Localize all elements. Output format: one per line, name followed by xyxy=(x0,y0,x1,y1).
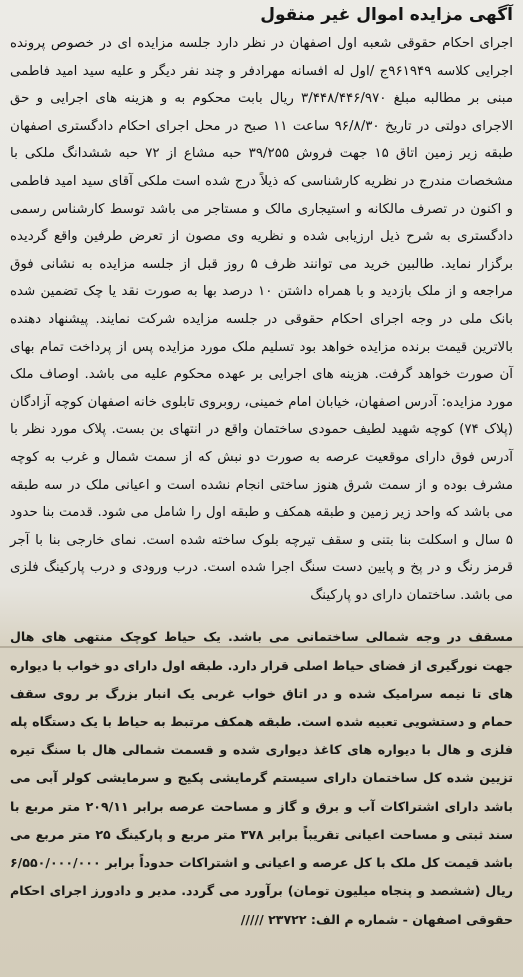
notice-body-lower: مسقف در وجه شمالی ساختمانی می باشد. یک حیاط کوچک منتهی های هال جهت نورگیری از فضای حیاط اصلی قرار دارد. طبقه اول دارای دو خواب با دیواره های تا نیمه سرامیک شده و در اتاق خواب غربی یک انبار بزرگ بر روی سقف حمام و دستشویی تعبیه شده است. طبقه همکف مرتبط به حیاط با یک دستگاه پله فلزی و هال با دیواره های کاغذ دیواری شده و قسمت شمالی هال با سنگ تیره تزیین شده کل ساختمان دارای سیستم گرمایشی پکیج و سرمایشی کولر آبی می باشد دارای اشتراکات آب و برق و گاز و مساحت عرصه برابر ۲۰۹/۱۱ متر مربع با سند ثبتی و مساحت اعیانی تقریباً برابر ۳۷۸ متر مربع و پارکینگ ۲۵ متر مربع می باشد قیمت کل ملک با کل عرصه و اعیانی و اشتراکات حدوداً برابر ۶/۵۵۰/۰۰۰/۰۰۰ ریال (ششصد و پنجاه میلیون تومان) برآورد می گردد. مدیر و دادورز اجرای احکام حقوقی اصفهان - شماره م الف: ۲۳۷۲۲ ///// xyxy=(10,629,513,927)
page-fold-divider xyxy=(0,646,523,648)
notice-title: آگهی مزایده اموال غیر منقول xyxy=(260,5,513,25)
notice-body-upper: اجرای احکام حقوقی شعبه اول اصفهان در نظر دارد جلسه مزایده ای در خصوص پرونده اجرایی کلاسه ۹۶۱۹۴۹ج /اول له افسانه مهرادفر و چند نفر دیگر و علیه سید امید فاطمی مبنی بر مطالبه مبلغ ۳/۴۴۸/۴۴۶/۹۷۰ ریال بابت محکوم به و هزینه های اجرایی و حق الاجرای دولتی در تاریخ ۹۶/۸/۳۰ ساعت ۱۱ صبح در محل اجرای احکام دادگستری اصفهان طبقه زیر زمین اتاق ۱۵ جهت فروش ۳۹/۲۵۵ حبه مشاع از ۷۲ حبه ششدانگ ملکی با مشخصات مندرج در نظریه کارشناسی که ذیلاً درج شده است ملکی آقای سید امید فاطمی و اکنون در تصرف مالکانه و استیجاری مالک و مستاجر می باشد توسط کارشناس رسمی دادگستری به شرح ذیل ارزیابی شده و نظریه وی مصون از تعرض طرفین واقع گردیده برگزار نماید. طالبین خرید می توانند ظرف ۵ روز قبل از جلسه مزایده به نشانی فوق مراجعه و از ملک بازدید و با همراه داشتن ۱۰ درصد بها به صورت نقد یا چک تضمین شده بانک ملی در وجه اجرای احکام حقوقی در جلسه مزایده شرکت نمایند. پیشنهاد دهنده بالاترین قیمت برنده مزایده خواهد بود تسلیم ملک مورد مزایده پس از پرداخت تمام بهای آن صورت خواهد گرفت. هزینه های اجرایی بر عهده محکوم علیه می باشد. اوصاف ملک مورد مزایده: آدرس اصفهان، خیابان امام خمینی، روبروی تابلوی خانه اصفهان کوچه آزادگان (پلاک ۷۴) کوچه شهید لطیف حمودی ساختمان واقع در انتهای بن بست. پلاک مورد نظر با آدرس فوق دارای موقعیت عرصه به صورت دو نبش که از سمت شمال و غرب به کوچه مشرف بوده و از سمت شرق هنوز ساختی انجام نشده است و اعیانی ملک در سه طبقه می باشد که واحد زیر زمین و طبقه همکف و طبقه اول را شامل می شود. قدمت بنا حدود ۵ سال و اسکلت بنا بتنی و سقف تیرچه بلوک ساخته شده است. نمای خارجی بنا با آجر قرمز رنگ و در پخ و پایین دست سنگ اجرا شده است. درب ورودی و درب پارکینگ فلزی می باشد. ساختمان دارای دو پارکینگ xyxy=(10,36,514,603)
